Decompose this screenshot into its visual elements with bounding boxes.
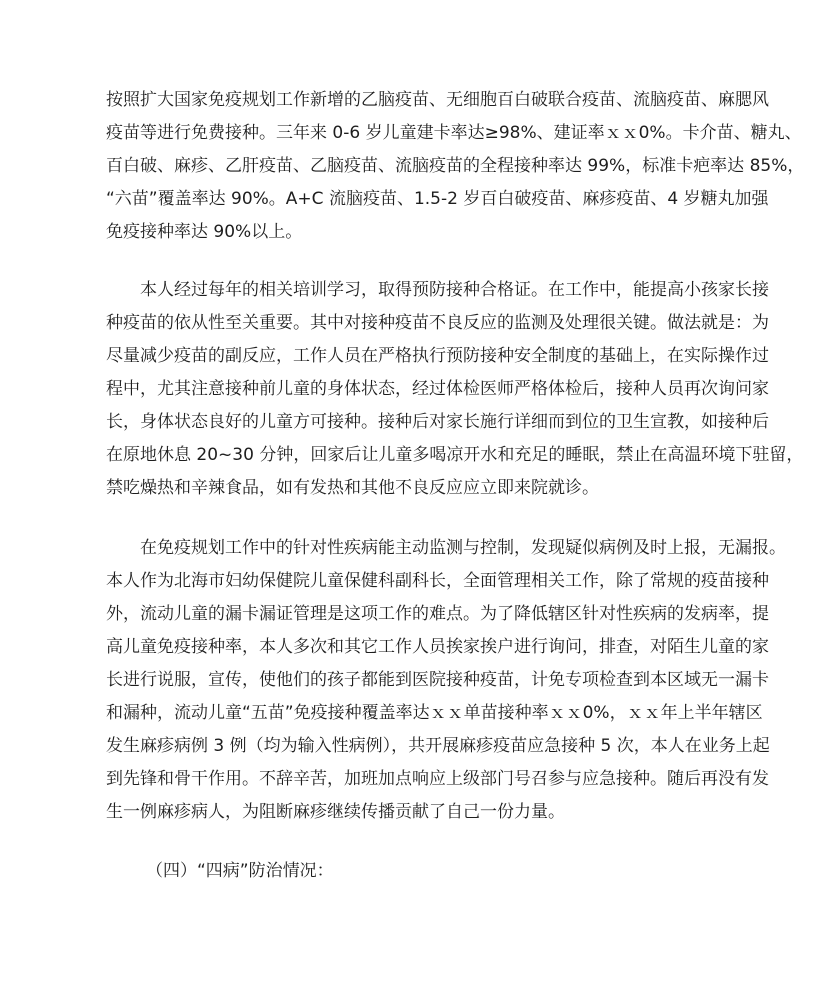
- section-heading: （四）“四病”防治情况：: [146, 861, 334, 881]
- paragraph-line: 按照扩大国家免疫规划工作新增的乙脑疫苗、无细胞百白破联合疫苗、流脑疫苗、麻腮风: [106, 90, 769, 110]
- paragraph-line: 高儿童免疫接种率，本人多次和其它工作人员挨家挨户进行询问，排查，对陌生儿童的家: [106, 637, 769, 657]
- paragraph-line: 长，身体状态良好的儿童方可接种。接种后对家长施行详细而到位的卫生宣教，如接种后: [106, 412, 769, 432]
- section-heading-four-diseases: [106, 855, 722, 888]
- paragraph-line: 和漏种，流动儿童“五苗”免疫接种覆盖率达ｘｘ单苗接种率ｘｘ0%，ｘｘ年上半年辖区: [106, 703, 763, 723]
- paragraph-line: 疫苗等进行免费接种。三年来 0-6 岁儿童建卡率达≥98%、建证率ｘｘ0%。卡介苗、糖丸、: [106, 123, 802, 143]
- paragraph-line: 本人作为北海市妇幼保健院儿童保健科副科长，全面管理相关工作，除了常规的疫苗接种: [106, 571, 769, 591]
- paragraph-line: 长进行说服，宣传，使他们的孩子都能到医院接种疫苗，计免专项检查到本区域无一漏卡: [106, 670, 769, 690]
- paragraph-line: 在免疫规划工作中的针对性疾病能主动监测与控制，发现疑似病例及时上报，无漏报。: [140, 538, 786, 558]
- paragraph-line: 种疫苗的依从性至关重要。其中对接种疫苗不良反应的监测及处理很关键。做法就是：为: [106, 313, 769, 333]
- paragraph-line: “六苗”覆盖率达 90%。A+C 流脑疫苗、1.5-2 岁百白破疫苗、麻疹疫苗、4 岁糖丸加强: [106, 189, 769, 209]
- paragraph-line: 程中，尤其注意接种前儿童的身体状态，经过体检医师严格体检后，接种人员再次询问家: [106, 379, 769, 399]
- paragraph-line: 本人经过每年的相关培训学习，取得预防接种合格证。在工作中，能提高小孩家长接: [140, 280, 769, 300]
- paragraph-vaccine-safety: [106, 274, 804, 505]
- paragraph-line: 尽量减少疫苗的副反应，工作人员在严格执行预防接种安全制度的基础上，在实际操作过: [106, 346, 769, 366]
- paragraph-vaccination-coverage: [106, 84, 805, 249]
- paragraph-line: 生一例麻疹病人，为阻断麻疹继续传播贡献了自己一份力量。: [106, 802, 565, 822]
- paragraph-line: 百白破、麻疹、乙肝疫苗、乙脑疫苗、流脑疫苗的全程接种率达 99%，标准卡疤率达 85%，: [106, 156, 805, 176]
- paragraph-line: 禁吃燥热和辛辣食品，如有发热和其他不良反应应立即来院就诊。: [106, 478, 599, 498]
- paragraph-line: 到先锋和骨干作用。不辞辛苦，加班加点响应上级部门号召参与应急接种。随后再没有发: [106, 769, 769, 789]
- paragraph-disease-monitoring: [106, 532, 786, 829]
- paragraph-line: 外，流动儿童的漏卡漏证管理是这项工作的难点。为了降低辖区针对性疾病的发病率，提: [106, 604, 769, 624]
- paragraph-line: 发生麻疹病例 3 例（均为输入性病例），共开展麻疹疫苗应急接种 5 次，本人在业务上起: [106, 736, 770, 756]
- paragraph-line: 免疫接种率达 90%以上。: [106, 222, 303, 242]
- paragraph-line: 在原地休息 20~30 分钟，回家后让儿童多喝凉开水和充足的睡眠，禁止在高温环境下驻留，: [106, 445, 804, 465]
